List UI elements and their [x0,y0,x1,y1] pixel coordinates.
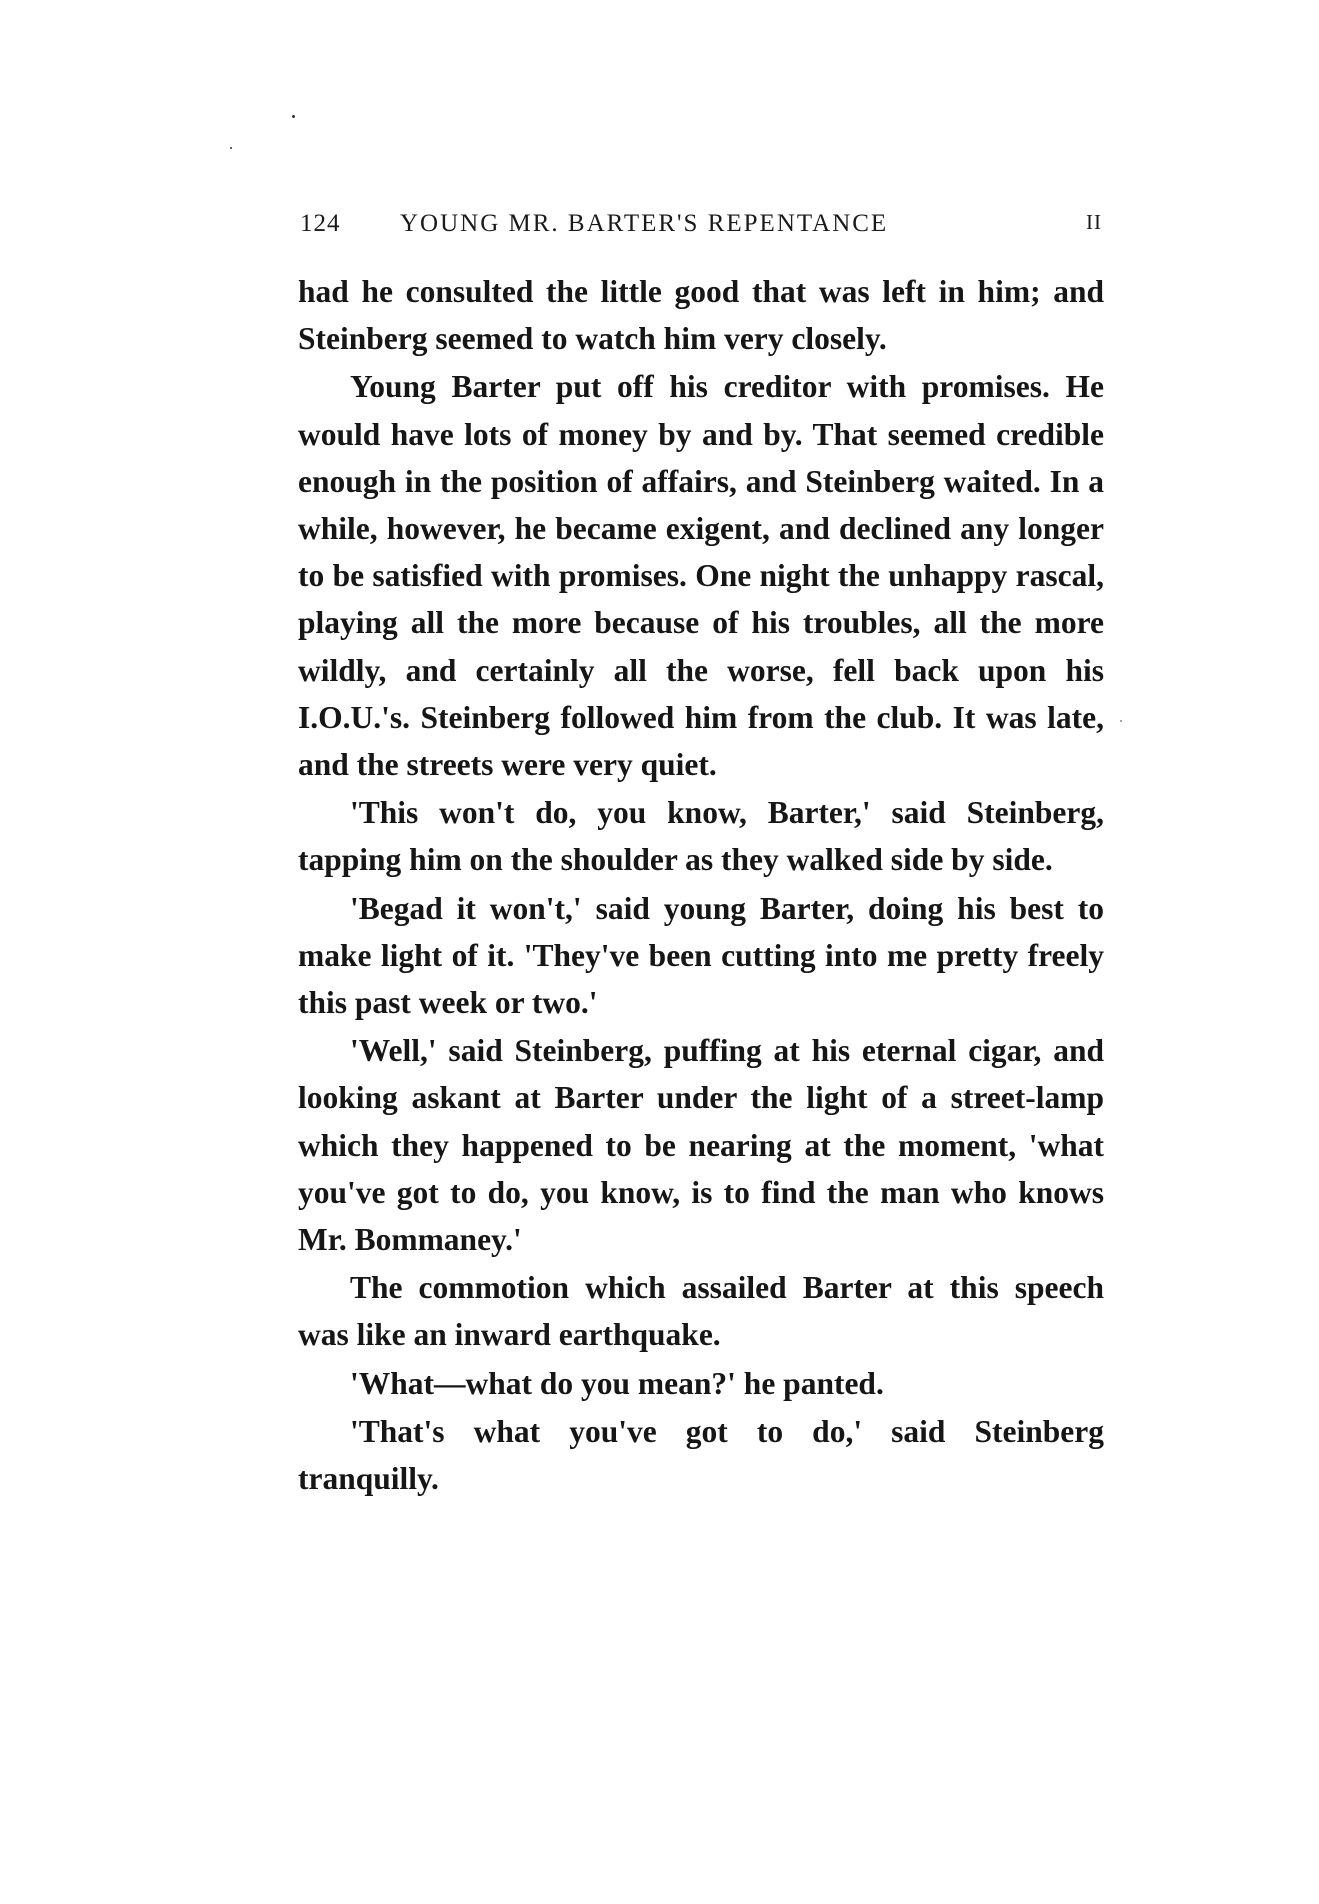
paragraph: The commotion which assailed Barter at this speech was like an inward earthquake. [298,1270,1104,1353]
paragraph: 'This won't do, you know, Barter,' said Steinberg, tapping him on the shoulder as they walked side by side. [298,795,1104,878]
paragraph: 'What—what do you mean?' he panted. [350,1365,884,1401]
paragraph: 'Well,' said Steinberg, puffing at his eternal cigar, and looking askant at Barter under the light of a street-lamp which they happened to be nearing at the moment, 'what you've got to do, you know, is to find the man who knows Mr. Bommaney.' [298,1033,1104,1258]
page-number: 124 [300,210,341,237]
paragraph: 'Begad it won't,' said young Barter, doing his best to make light of it. 'They've been cutting into me pretty freely this past week or two.' [298,890,1104,1021]
body-text [298,268,1104,1503]
ink-speck [230,147,232,149]
chapter-number: II [1086,210,1102,234]
running-head [300,210,1102,250]
paragraph-continuation: had he consulted the little good that was left in him; and Steinberg seemed to watch him very closely. [298,274,1104,357]
paragraph: Young Barter put off his creditor with promises. He would have lots of money by and by. That seemed credible enough in the position of affairs, and Steinberg waited. In a while, however, he became exigent, and declined any longer to be satisfied with promises. One night the unhappy rascal, playing all the more because of his troubles, all the more wildly, and certainly all the worse, fell back upon his I.O.U.'s. Steinberg followed him from the club. It was late, and the streets were very quiet. [298,369,1104,783]
running-title: YOUNG MR. BARTER'S REPENTANCE [400,210,889,237]
ink-speck [292,115,295,118]
ink-speck [1120,720,1122,722]
paragraph: 'That's what you've got to do,' said Steinberg tranquilly. [298,1413,1104,1497]
